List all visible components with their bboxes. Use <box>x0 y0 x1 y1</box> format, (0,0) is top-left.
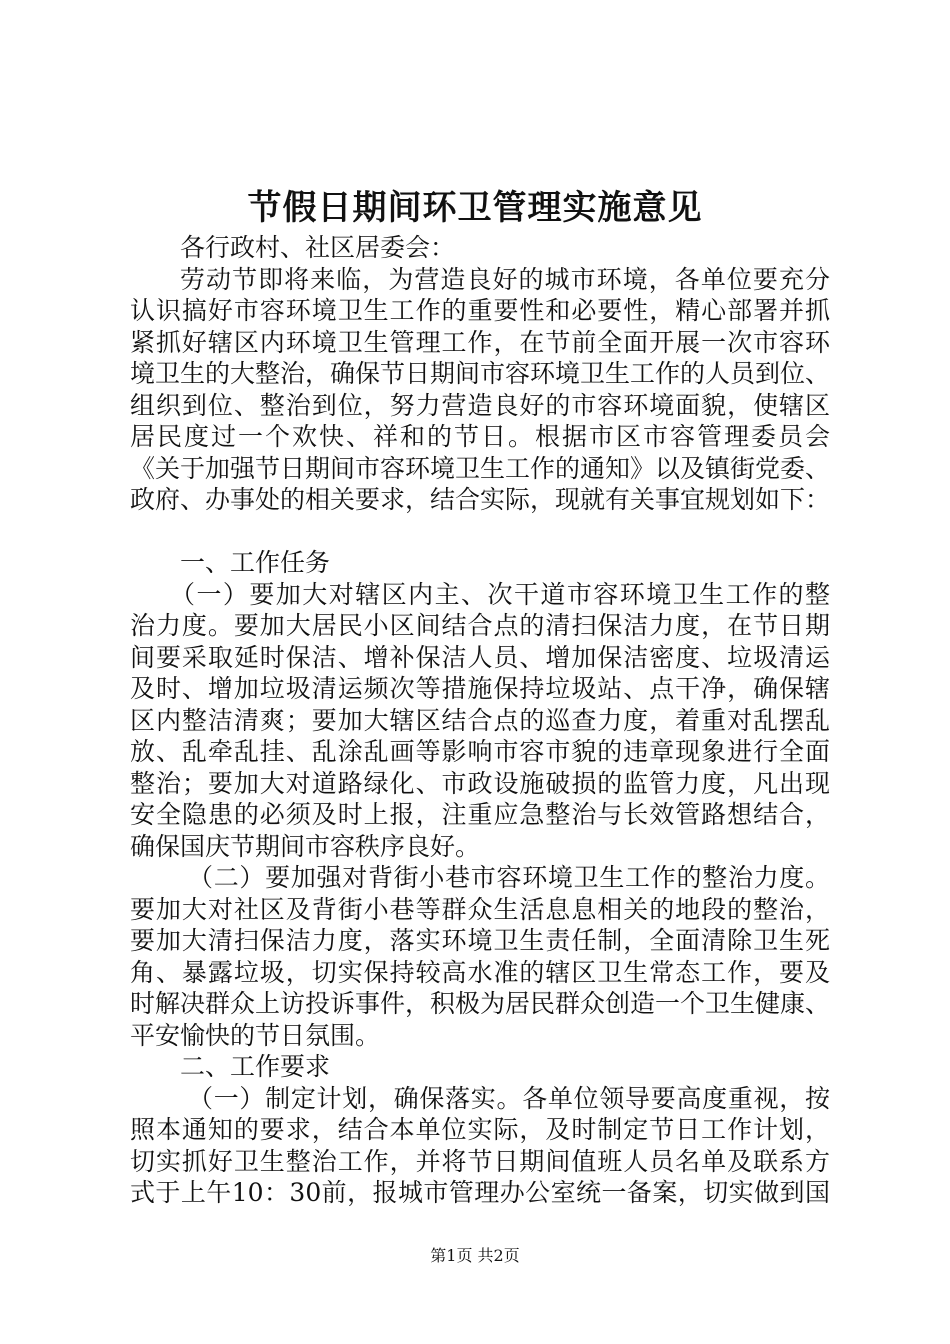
text-line: 境卫生的大整治，确保节日期间市容环境卫生工作的人员到位、 <box>130 359 831 388</box>
text-line: 式于上午10：30前，报城市管理办公室统一备案，切实做到国 <box>130 1178 830 1207</box>
section-heading-requirements: 二、工作要求 <box>180 1052 331 1081</box>
text-line: 居民度过一个欢快、祥和的节日。根据市区市容管理委员会 <box>130 422 830 451</box>
task-item-1-paragraph <box>130 579 830 863</box>
document-title: 节假日期间环卫管理实施意见 <box>247 188 703 228</box>
text-line: 确保国庆节期间市容秩序良好。 <box>130 831 481 861</box>
page-number-footer: 第1页 共2页 <box>430 1246 520 1265</box>
text-line: 《关于加强节日期间市容环境卫生工作的通知》以及镇街党委、 <box>130 453 831 483</box>
text-line: 角、暴露垃圾，切实保持较高水准的辖区卫生常态工作，要及 <box>130 957 830 987</box>
task-item-2-paragraph <box>130 862 830 1051</box>
paragraph-gap <box>130 516 830 548</box>
text-line: 切实抓好卫生整治工作，并将节日期间值班人员名单及联系方 <box>130 1146 830 1176</box>
text-line: （二）要加强对背街小巷市容环境卫生工作的整治力度。 <box>188 863 830 892</box>
text-line: 劳动节即将来临，为营造良好的城市环境，各单位要充分 <box>180 264 830 294</box>
text-line: 整治；要加大对道路绿化、市政设施破损的监管力度，凡出现 <box>130 768 830 798</box>
text-line: 间要采取延时保洁、增补保洁人员、增加保洁密度、垃圾清运 <box>130 642 830 672</box>
text-line: 照本通知的要求，结合本单位实际，及时制定节日工作计划， <box>130 1115 830 1144</box>
intro-paragraph <box>130 264 830 516</box>
section-heading-tasks: 一、工作任务 <box>180 548 331 577</box>
text-line: 放、乱牵乱挂、乱涂乱画等影响市容市貌的违章现象进行全面 <box>130 737 830 766</box>
text-line: 紧抓好辖区内环境卫生管理工作，在节前全面开展一次市容环 <box>130 327 830 357</box>
text-line: 认识搞好市容环境卫生工作的重要性和必要性，精心部署并抓 <box>130 296 830 325</box>
text-line: 时解决群众上访投诉事件，积极为居民群众创造一个卫生健康、 <box>130 989 831 1018</box>
text-line: 治力度。要加大居民小区间结合点的清扫保洁力度，在节日期 <box>130 611 830 640</box>
text-line: 要加大对社区及背街小巷等群众生活息息相关的地段的整治， <box>130 894 830 924</box>
text-line: 组织到位、整治到位，努力营造良好的市容环境面貌，使辖区 <box>130 390 830 420</box>
text-line: 政府、办事处的相关要求，结合实际，现就有关事宜规划如下： <box>130 485 831 514</box>
text-line: 区内整洁清爽；要加大辖区结合点的巡查力度，着重对乱摆乱 <box>130 705 830 735</box>
text-line: 及时、增加垃圾清运频次等措施保持垃圾站、点干净，确保辖 <box>130 674 830 703</box>
text-line: 平安愉快的节日氛围。 <box>130 1020 381 1050</box>
text-line: （一）要加大对辖区内主、次干道市容环境卫生工作的整 <box>170 579 830 609</box>
document-body <box>130 232 830 1209</box>
text-line: （一）制定计划，确保落实。各单位领导要高度重视，按 <box>188 1083 830 1113</box>
text-line: 要加大清扫保洁力度，落实环境卫生责任制，全面清除卫生死 <box>130 926 830 955</box>
requirement-item-1-paragraph <box>130 1083 830 1209</box>
text-line: 安全隐患的必须及时上报，注重应急整治与长效管路想结合， <box>130 800 830 829</box>
salutation: 各行政村、社区居委会： <box>180 233 456 262</box>
